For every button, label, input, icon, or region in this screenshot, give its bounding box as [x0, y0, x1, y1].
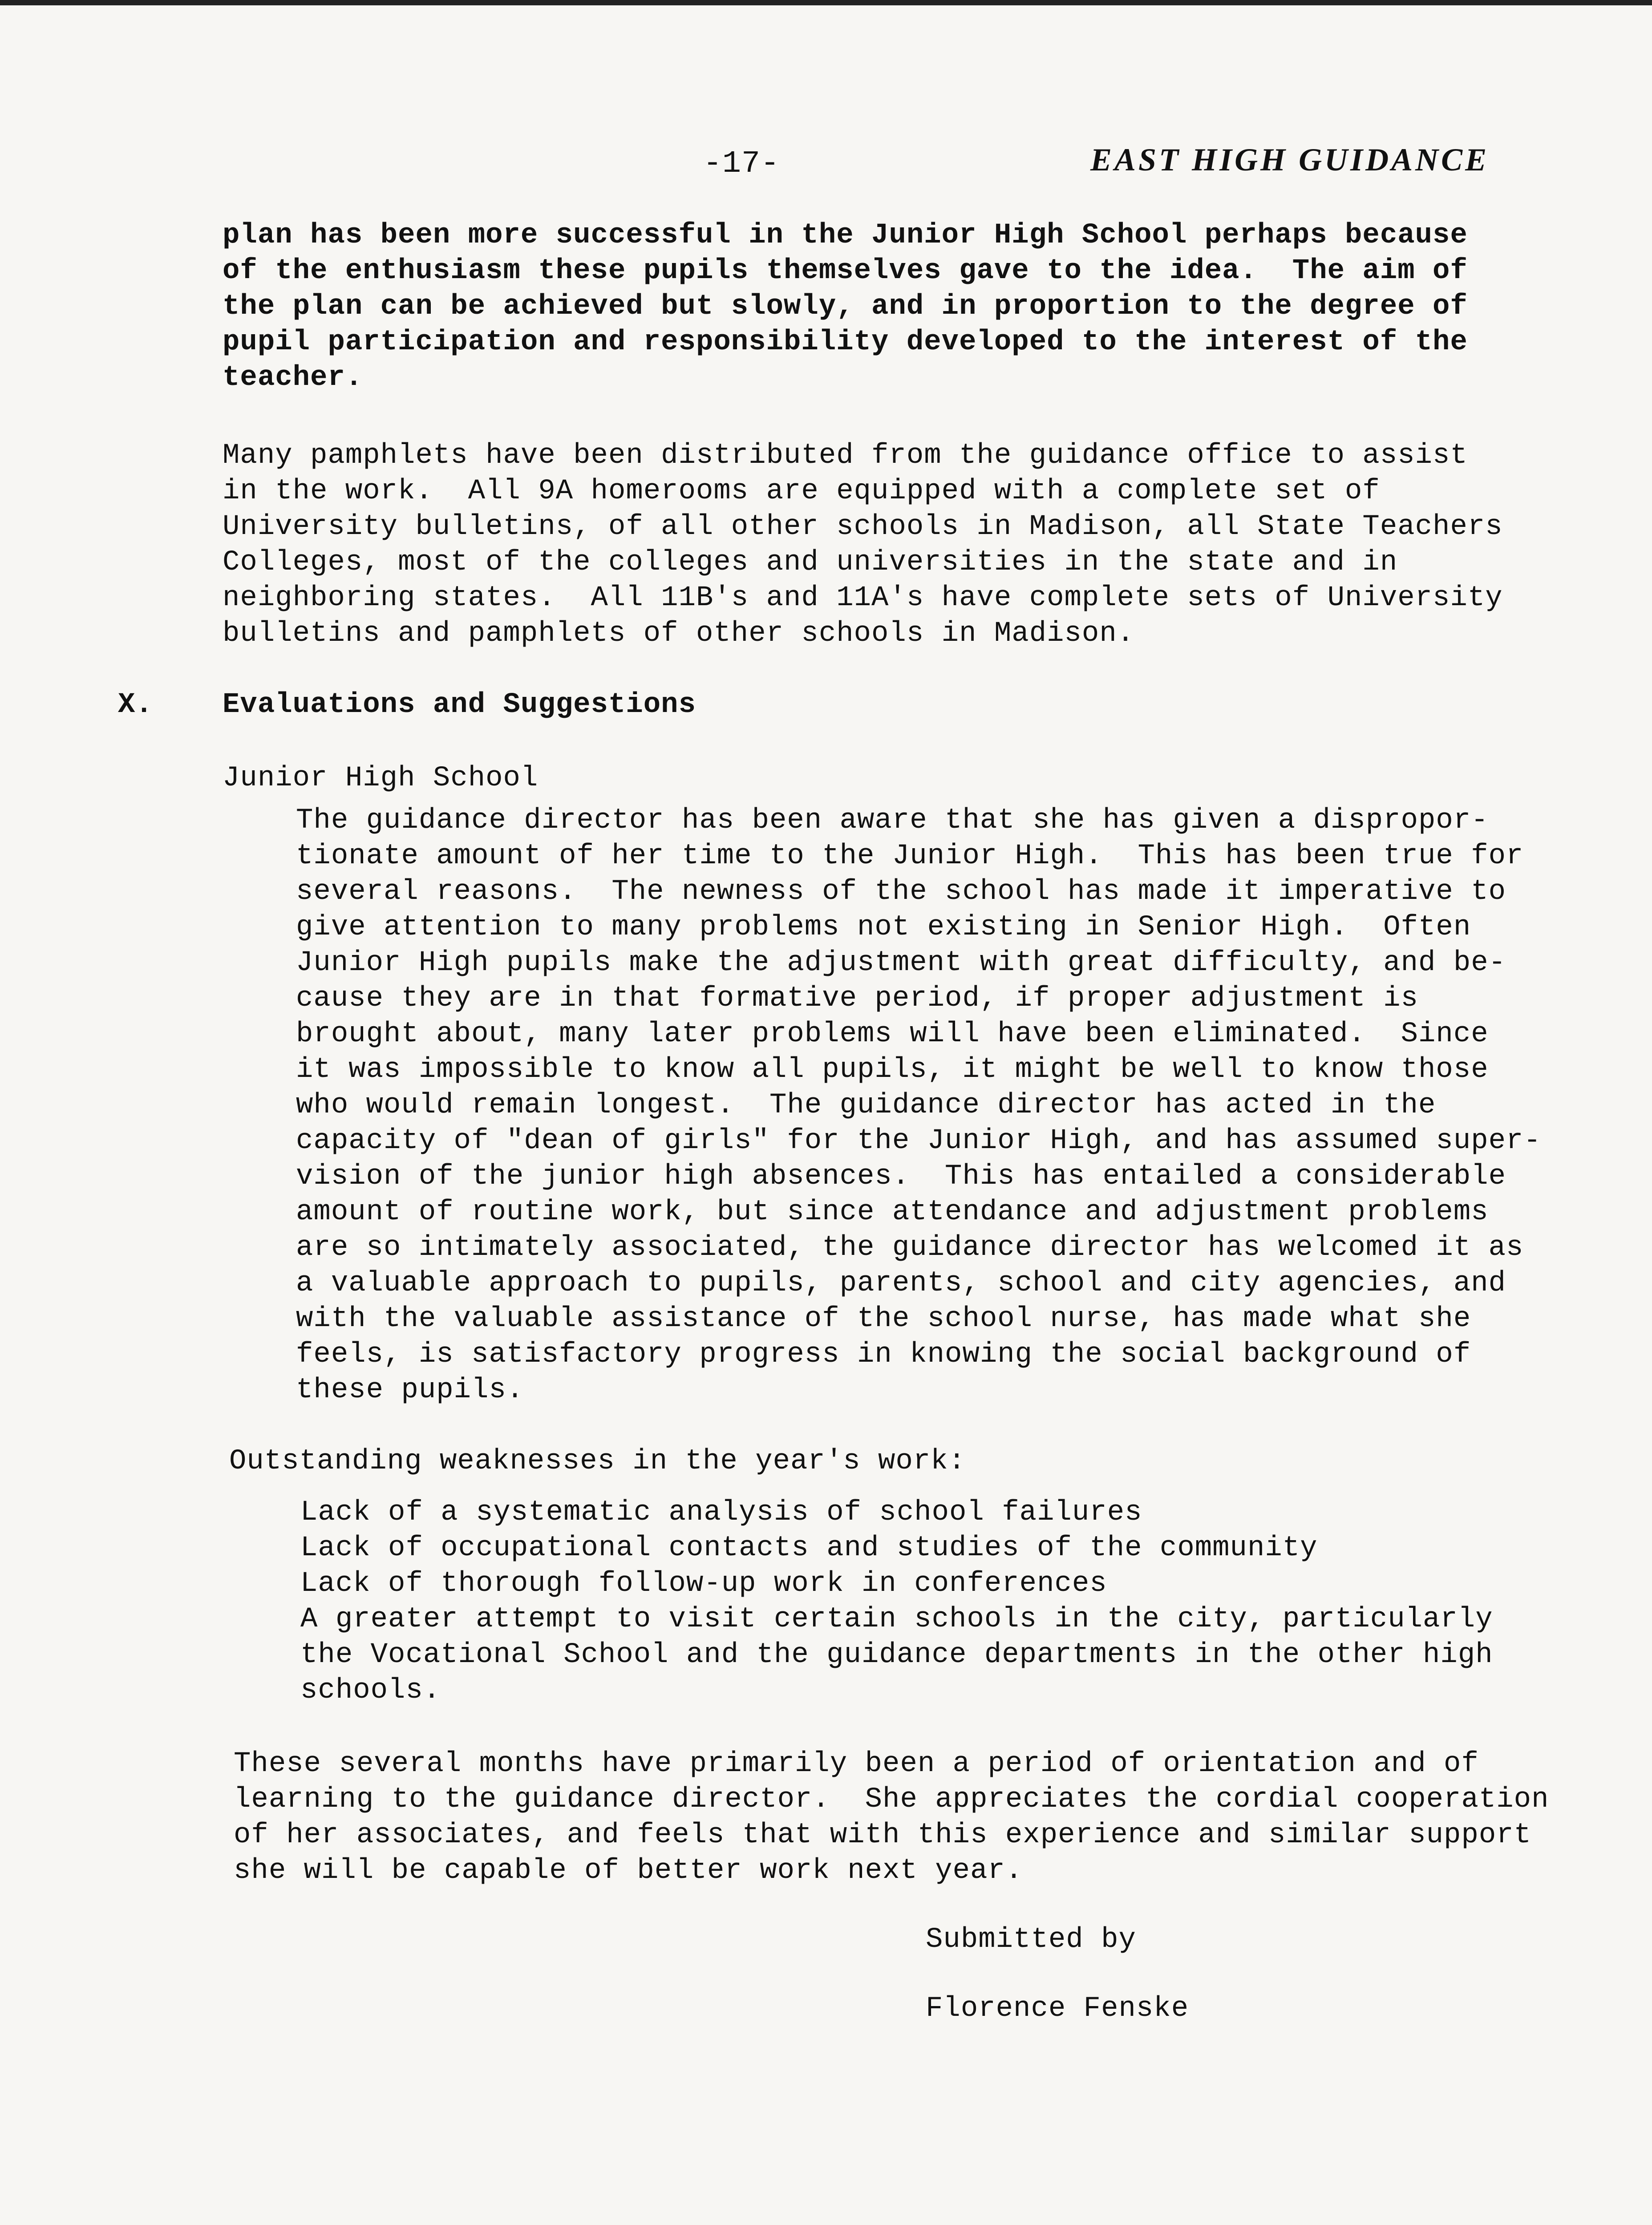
weakness-item: schools. [300, 1675, 441, 1707]
paragraph3-line: a valuable approach to pupils, parents, school and city agencies, and [296, 1267, 1506, 1299]
paragraph3-line: cause they are in that formative period, if proper adjustment is [296, 983, 1418, 1015]
paragraph1-line: teacher. [223, 362, 363, 394]
paragraph3-line: brought about, many later problems will have been eliminated. Since [296, 1018, 1489, 1050]
section-number: X. [118, 689, 153, 721]
paragraph2-line: University bulletins, of all other schools in Madison, all State Teachers [223, 511, 1503, 543]
paragraph3-line: these pupils. [296, 1374, 524, 1406]
page-number: -17- [703, 146, 780, 182]
paragraph3-line: several reasons. The newness of the school has made it imperative to [296, 876, 1506, 908]
subheading: Junior High School [223, 762, 539, 794]
paragraph3-line: Junior High pupils make the adjustment with great difficulty, and be- [296, 947, 1506, 979]
weakness-item: A greater attempt to visit certain schools in the city, particularly [300, 1603, 1493, 1635]
weaknesses-heading: Outstanding weaknesses in the year's work: [229, 1445, 966, 1477]
running-title: EAST HIGH GUIDANCE [1090, 142, 1490, 178]
paragraph3-line: it was impossible to know all pupils, it might be well to know those [296, 1054, 1489, 1086]
author-name: Florence Fenske [926, 1993, 1189, 2025]
paragraph1-line: plan has been more successful in the Junior High School perhaps because [223, 219, 1468, 251]
paragraph2-line: neighboring states. All 11B's and 11A's have complete sets of University [223, 582, 1503, 614]
paragraph2-line: bulletins and pamphlets of other schools in Madison. [223, 618, 1135, 650]
paragraph2-line: Colleges, most of the colleges and universities in the state and in [223, 546, 1398, 578]
paragraph3-line: feels, is satisfactory progress in knowing the social background of [296, 1339, 1471, 1371]
section-title: Evaluations and Suggestions [223, 689, 696, 721]
paragraph3-line: who would remain longest. The guidance director has acted in the [296, 1089, 1436, 1121]
paragraph3-line: give attention to many problems not existing in Senior High. Often [296, 911, 1471, 943]
paragraph2-line: Many pamphlets have been distributed from the guidance office to assist [223, 440, 1468, 472]
paragraph3-line: amount of routine work, but since attendance and adjustment problems [296, 1196, 1489, 1228]
paragraph4-line: These several months have primarily been a period of orientation and of [234, 1748, 1479, 1780]
paragraph3-line: tionate amount of her time to the Junior High. This has been true for [296, 840, 1524, 872]
paragraph1-line: the plan can be achieved but slowly, and in proportion to the degree of [223, 291, 1468, 323]
weakness-item: Lack of thorough follow-up work in conferences [300, 1568, 1107, 1600]
submitted-by: Submitted by [926, 1924, 1136, 1956]
paragraph3-line: are so intimately associated, the guidance director has welcomed it as [296, 1232, 1524, 1264]
paragraph3-line: with the valuable assistance of the school nurse, has made what she [296, 1303, 1471, 1335]
paragraph2-line: in the work. All 9A homerooms are equipped with a complete set of [223, 475, 1380, 507]
paragraph1-line: pupil participation and responsibility developed to the interest of the [223, 326, 1468, 358]
paragraph3-line: capacity of "dean of girls" for the Junior High, and has assumed super- [296, 1125, 1541, 1157]
paragraph1-line: of the enthusiasm these pupils themselves gave to the idea. The aim of [223, 255, 1468, 287]
paragraph3-line: The guidance director has been aware that she has given a dispropor- [296, 805, 1489, 837]
paragraph3-line: vision of the junior high absences. This has entailed a considerable [296, 1161, 1506, 1193]
weakness-item: the Vocational School and the guidance departments in the other high [300, 1639, 1493, 1671]
paragraph4-line: of her associates, and feels that with this experience and similar support [234, 1819, 1532, 1851]
weakness-item: Lack of a systematic analysis of school failures [300, 1497, 1142, 1529]
weakness-item: Lack of occupational contacts and studies of the community [300, 1532, 1318, 1564]
paragraph4-line: she will be capable of better work next year. [234, 1855, 1023, 1887]
paragraph4-line: learning to the guidance director. She appreciates the cordial cooperation [234, 1784, 1549, 1816]
